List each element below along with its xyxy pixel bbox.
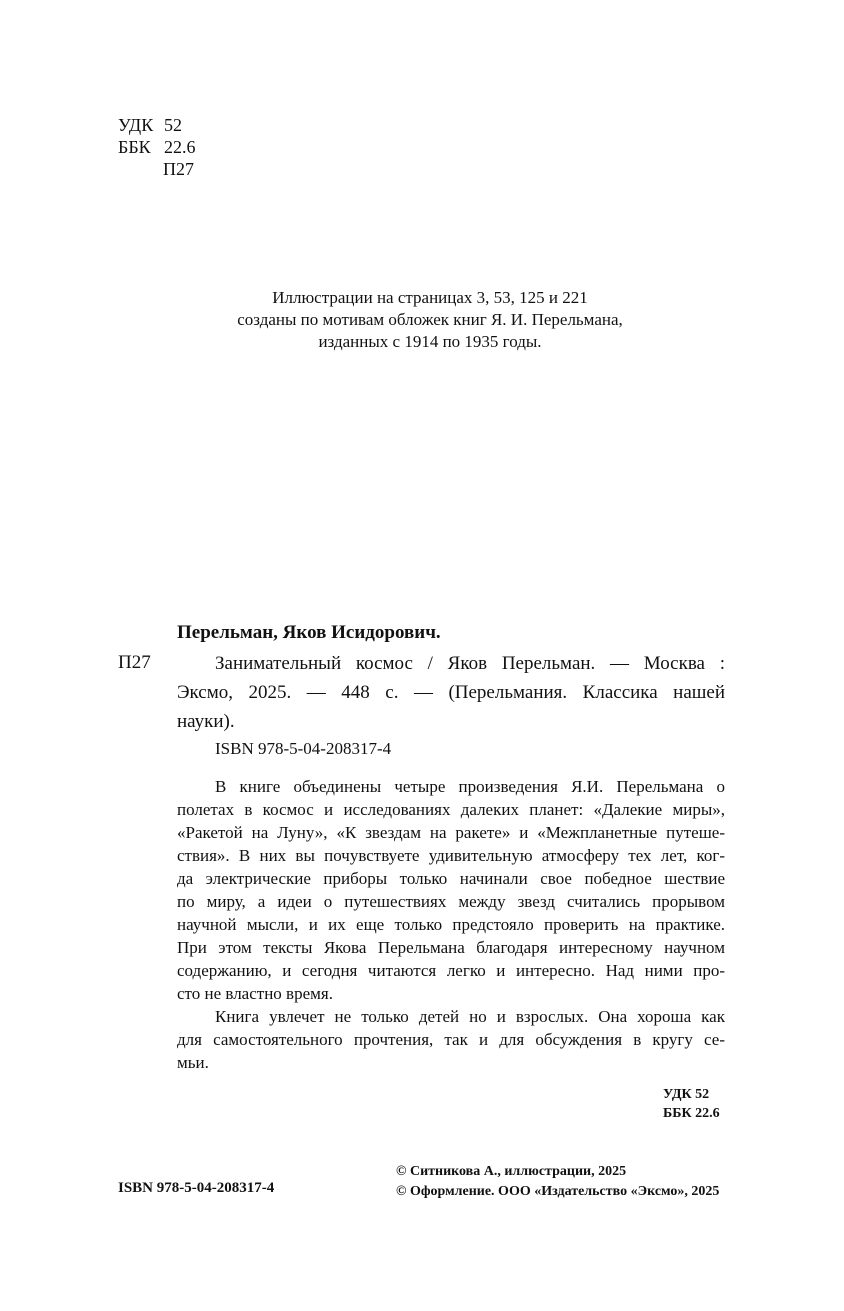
bibliographic-description bbox=[177, 649, 725, 736]
annotation-line: для самостоятельного прочтения, так и для обсуждения в кругу се- bbox=[177, 1030, 725, 1049]
isbn-main: ISBN 978-5-04-208317-4 bbox=[215, 739, 392, 758]
bbk-bottom: ББК 22.6 bbox=[663, 1106, 720, 1121]
udk-bbk-bottom bbox=[663, 1085, 720, 1123]
illustration-note-line: изданных с 1914 по 1935 годы. bbox=[318, 332, 542, 351]
bbk-label: ББК bbox=[118, 137, 151, 157]
udk-top bbox=[118, 114, 182, 136]
illustration-note-line: Иллюстрации на страницах 3, 53, 125 и 221 bbox=[272, 288, 588, 307]
bbk-value: 22.6 bbox=[164, 137, 196, 157]
annotation-line: содержанию, и сегодня читаются легко и интересно. Над ними про- bbox=[177, 961, 725, 980]
annotation-line: ствия». В них вы почувствуете удивительную атмосферу тех лет, ког- bbox=[177, 846, 725, 865]
illustration-note bbox=[160, 287, 700, 353]
author-mark: П27 bbox=[118, 652, 151, 673]
annotation-line: полетах в космос и исследованиях далеких планет: «Далекие миры», bbox=[177, 800, 725, 819]
copyright-line: © Оформление. ООО «Издательство «Эксмо», 2025 bbox=[396, 1184, 720, 1199]
illustration-note-line: созданы по мотивам обложек книг Я. И. Перельмана, bbox=[237, 310, 623, 329]
udk-value: 52 bbox=[164, 115, 182, 135]
copyright-block bbox=[396, 1162, 719, 1202]
annotation-line: Книга увлечет не только детей но и взрослых. Она хороша как bbox=[215, 1007, 725, 1026]
author-mark-top: П27 bbox=[163, 159, 194, 179]
annotation-line: мьи. bbox=[177, 1053, 209, 1072]
annotation-line: сто не властно время. bbox=[177, 984, 333, 1003]
title-line: науки). bbox=[177, 711, 235, 732]
udk-label: УДК bbox=[118, 115, 154, 135]
annotation bbox=[177, 775, 725, 1074]
title-line: Занимательный космос / Яков Перельман. — Москва : bbox=[215, 653, 725, 674]
title-line: Эксмо, 2025. — 448 с. — (Перельмания. Классика нашей bbox=[177, 682, 725, 703]
isbn-footer: ISBN 978-5-04-208317-4 bbox=[118, 1180, 275, 1196]
annotation-line: «Ракетой на Луну», «К звездам на ракете» и «Межпланетные путеше- bbox=[177, 823, 725, 842]
annotation-line: При этом тексты Якова Перельмана благодаря интересному научном bbox=[177, 938, 725, 957]
annotation-line: по миру, а идеи о путешествиях между звезд считались прорывом bbox=[177, 892, 725, 911]
udk-bottom: УДК 52 bbox=[663, 1087, 710, 1102]
annotation-line: В книге объединены четыре произведения Я.И. Перельмана о bbox=[215, 777, 725, 796]
copyright-line: © Ситникова А., иллюстрации, 2025 bbox=[396, 1164, 627, 1179]
annotation-line: да электрические приборы только начинали свое победное шествие bbox=[177, 869, 725, 888]
bbk-top bbox=[118, 136, 196, 158]
author-heading: Перельман, Яков Исидорович. bbox=[177, 622, 441, 643]
annotation-line: научной мысли, и их еще только предстояло проверить на практике. bbox=[177, 915, 725, 934]
